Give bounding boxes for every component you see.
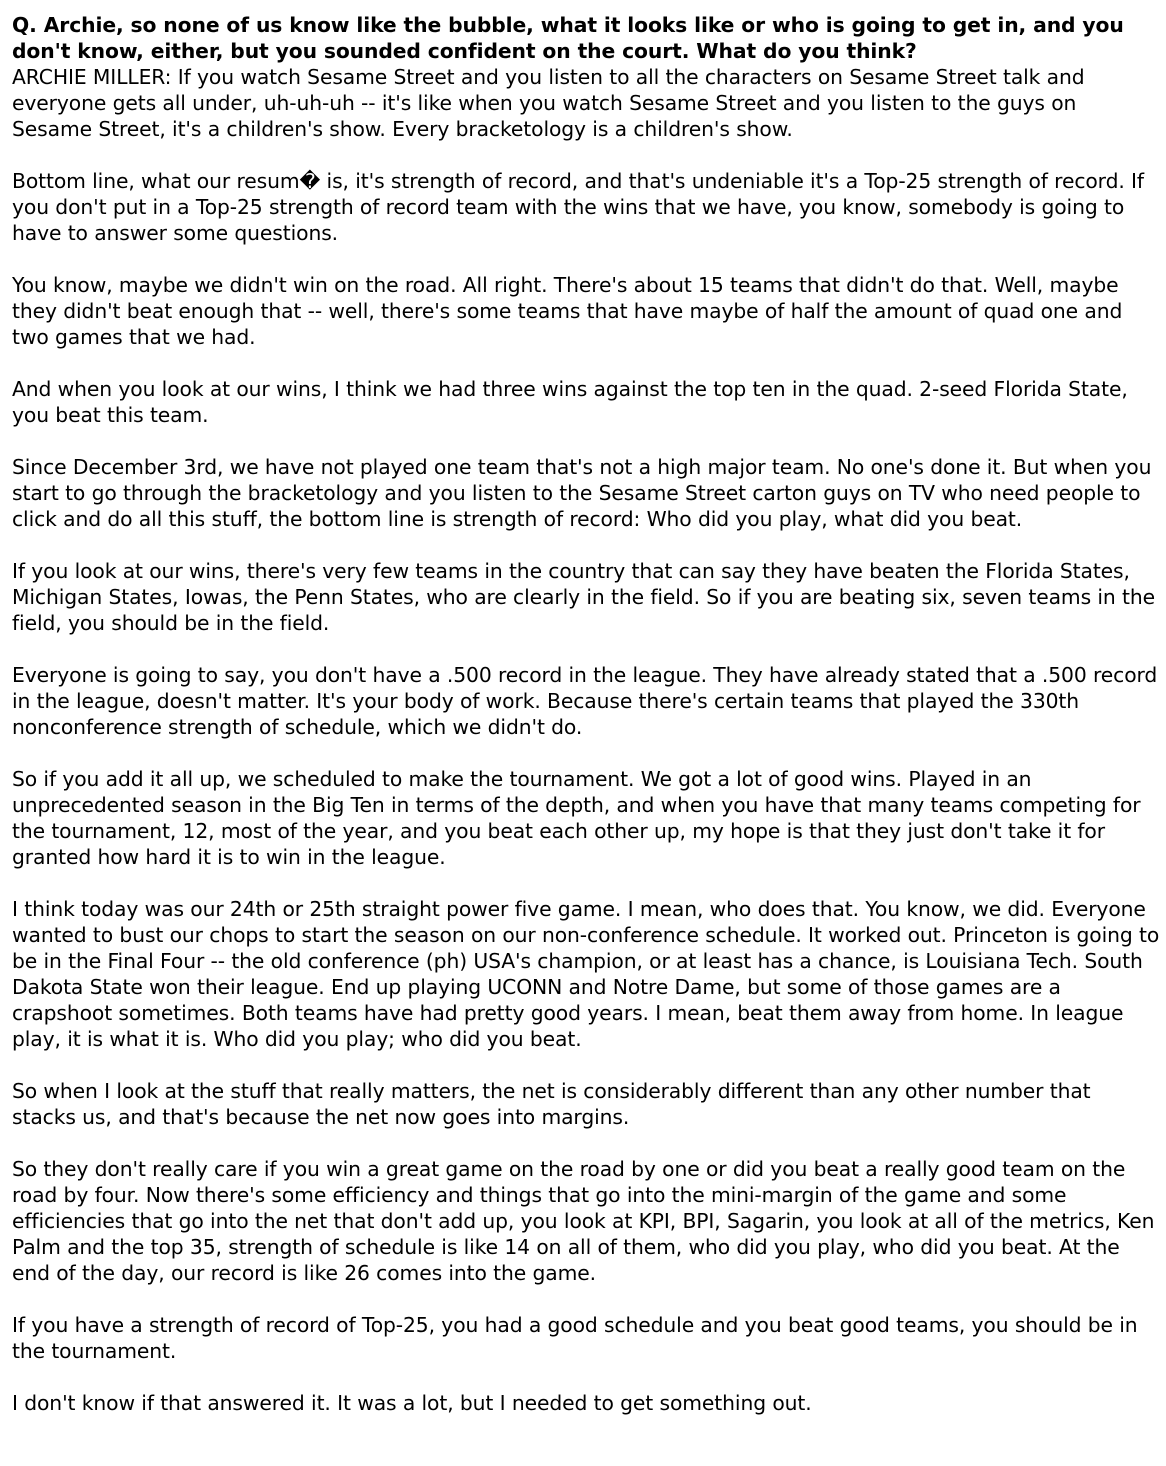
answer-block [12,64,1160,142]
answer-paragraph: So they don't really care if you win a great game on the road by one or did you beat a really good team on the road by four. Now there's some efficiency and things that go into the mini-margin of the game and some efficiencies that go into the net that don't add up, you look at KPI, BPI, Sagarin, you look at all of the metrics, Ken Palm and the top 35, strength of schedule is like 14 on all of them, who did you play, who did you beat. At the end of the day, our record is like 26 comes into the game. [12,1157,1155,1285]
answer-paragraph: You know, maybe we didn't win on the road. All right. There's about 15 teams that didn't do that. Well, maybe they didn't beat enough that -- well, there's some teams that have maybe of half the amount of quad one and two games that we had. [12,273,1123,349]
answer-paragraph: And when you look at our wins, I think we had three wins against the top ten in the quad. 2-seed Florida State, you beat this team. [12,377,1128,427]
answer-paragraph: So when I look at the stuff that really matters, the net is considerably different than any other number that stacks us, and that's because the net now goes into margins. [12,1079,1091,1129]
answer-paragraph: If you have a strength of record of Top-25, you had a good schedule and you beat good teams, you should be in the tournament. [12,1313,1138,1363]
answer-paragraph: If you watch Sesame Street and you listen to all the characters on Sesame Street talk and everyone gets all under, uh-uh-uh -- it's like when you watch Sesame Street and you listen to the guys on Sesame Street, it's a children's show. Every bracketology is a children's show. [12,65,1085,141]
answer-paragraph: I think today was our 24th or 25th straight power five game. I mean, who does that. You know, we did. Everyone wanted to bust our chops to start the season on our non-conference schedule. It worked out. Princeton is going to be in the Final Four -- the old conference (ph) USA's champion, or at least has a chance, is Louisiana Tech. South Dakota State won their league. End up playing UCONN and Notre Dame, but some of those games are a crapshoot sometimes. Both teams have had pretty good years. I mean, beat them away from home. In league play, it is what it is. Who did you play; who did you beat. [12,897,1160,1051]
answer-paragraph: If you look at our wins, there's very few teams in the country that can say they have beaten the Florida States, Michigan States, Iowas, the Penn States, who are clearly in the field. So if you are beating six, seven teams in the field, you should be in the field. [12,559,1155,635]
answer-paragraph: Everyone is going to say, you don't have a .500 record in the league. They have already stated that a .500 record in the league, doesn't matter. It's your body of work. Because there's certain teams that played the 330th nonconference strength of schedule, which we didn't do. [12,663,1158,739]
answer-paragraph: So if you add it all up, we scheduled to make the tournament. We got a lot of good wins. Played in an unprecedented season in the Big Ten in terms of the depth, and when you have that many teams competing for the tournament, 12, most of the year, and you beat each other up, my hope is that they just don't take it for granted how hard it is to win in the league. [12,767,1141,869]
answer-paragraph: I don't know if that answered it. It was a lot, but I needed to get something out. [12,1391,812,1415]
question-text: Q. Archie, so none of us know like the bubble, what it looks like or who is going to get in, and you don't know, either, but you sounded confident on the court. What do you think? [12,13,1124,63]
answer-paragraph: Bottom line, what our resum� is, it's strength of record, and that's undeniable it's a Top-25 strength of record. If you don't put in a Top-25 strength of record team with the wins that we have, you know, somebody is going to have to answer some questions. [12,169,1144,245]
answer-paragraph: Since December 3rd, we have not played one team that's not a high major team. No one's done it. But when you start to go through the bracketology and you listen to the Sesame Street carton guys on TV who need people to click and do all this stuff, the bottom line is strength of record: Who did you play, what did you beat. [12,455,1152,531]
transcript [12,12,1160,1416]
speaker-name: ARCHIE MILLER: [12,65,172,89]
